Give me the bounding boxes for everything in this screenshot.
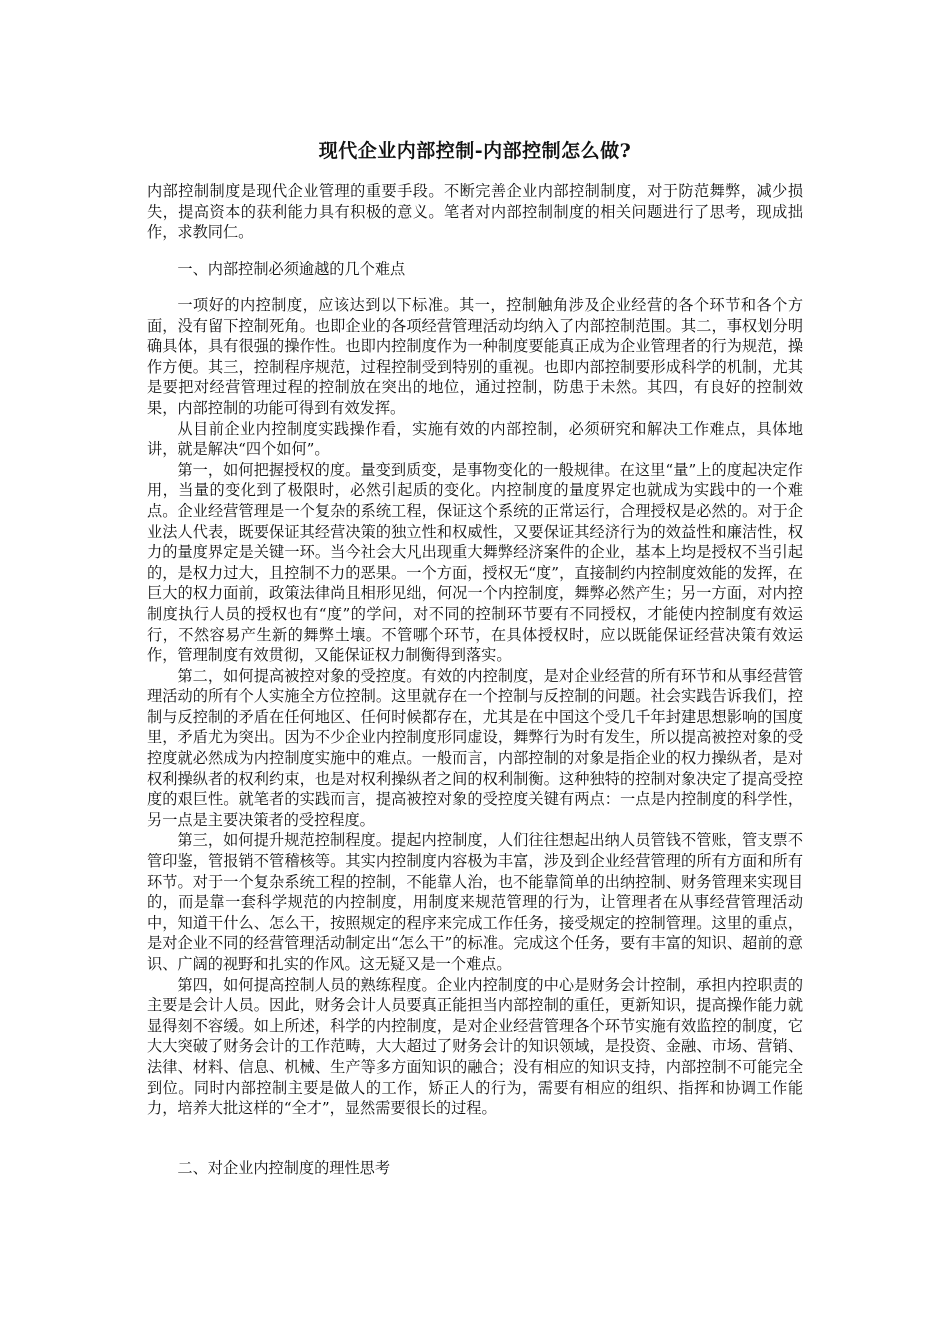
- document-title: 现代企业内部控制-内部控制怎么做?: [318, 140, 632, 162]
- section-2-heading: 二、对企业内控制度的理性思考: [177, 1159, 391, 1177]
- section-1-body: [147, 295, 803, 1119]
- paragraph-third: 第三，如何提升规范控制程度。提起内控制度，人们往往想起出纳人员管钱不管账，管支票不管印鉴，管报销不管稽核等。其实内控制度内容极为丰富，涉及到企业经营管理的所有方面和所有环节。对于一个复杂系统工程的控制，不能靠人治，也不能靠简单的出纳控制、财务管理来实现目的，而是靠一套科学规范的内控制度，用制度来规范管理的行为，让管理者在从事经营管理活动中，知道干什么、怎么干，按照规定的程序来完成工作任务，接受规定的控制管理。这里的重点，是对企业不同的经营管理活动制定出“怎么干”的标准。完成这个任务，要有丰富的知识、超前的意识、广阔的视野和扎实的作风。这无疑又是一个难点。: [147, 831, 803, 973]
- paragraph-standards: 一项好的内控制度，应该达到以下标准。其一，控制触角涉及企业经营的各个环节和各个方面，没有留下控制死角。也即企业的各项经营管理活动均纳入了内部控制范围。其二，事权划分明确具体，具有很强的操作性。也即内控制度作为一种制度要能真正成为企业管理者的行为规范，操作方便。其三，控制程序规范，过程控制受到特别的重视。也即内部控制要形成科学的机制，尤其是要把对经营管理过程的控制放在突出的地位，通过控制，防患于未然。其四，有良好的控制效果，内部控制的功能可得到有效发挥。: [147, 296, 803, 417]
- section-1-heading: 一、内部控制必须逾越的几个难点: [177, 260, 406, 278]
- intro-block: [147, 181, 803, 243]
- section-1-heading-block: [147, 259, 803, 280]
- paragraph-second: 第二，如何提高被控对象的受控度。有效的内控制度，是对企业经营的所有环节和从事经营管理活动的所有个人实施全方位控制。这里就存在一个控制与反控制的问题。社会实践告诉我们，控制与反控制的矛盾在任何地区、任何时候都存在，尤其是在中国这个受几千年封建思想影响的国度里，矛盾尤为突出。因为不少企业内控制度形同虚设，舞弊行为时有发生，所以提高被控对象的受控度就必然成为内控制度实施中的难点。一般而言，内部控制的对象是指企业的权力操纵者，是对权利操纵者的权利约束，也是对权利操纵者之间的权利制衡。这种独特的控制对象决定了提高受控度的艰巨性。就笔者的实践而言，提高被控对象的受控度关键有两点：一点是内控制度的科学性，另一点是主要决策者的受控程度。: [147, 666, 803, 829]
- section-2-heading-block: [147, 1158, 803, 1179]
- intro-paragraph: 内部控制制度是现代企业管理的重要手段。不断完善企业内部控制制度，对于防范舞弊，减少损失，提高资本的获利能力具有积极的意义。笔者对内部控制制度的相关问题进行了思考，现成拙作，求教同仁。: [147, 182, 803, 242]
- paragraph-fourth: 第四，如何提高控制人员的熟练程度。企业内控制度的中心是财务会计控制，承担内控职责的主要是会计人员。因此，财务会计人员要真正能担当内部控制的重任，更新知识，提高操作能力就显得刻不容缓。如上所述，科学的内控制度，是对企业经营管理各个环节实施有效监控的制度，它大大突破了财务会计的工作范畴，大大超过了财务会计的知识领域，是投资、金融、市场、营销、法律、材料、信息、机械、生产等多方面知识的融合；没有相应的知识支持，内部控制不可能完全到位。同时内部控制主要是做人的工作，矫正人的行为，需要有相应的组织、指挥和协调工作能力，培养大批这样的“全才”，显然需要很长的过程。: [147, 975, 803, 1118]
- paragraph-four-hows: 从目前企业内控制度实践操作看，实施有效的内部控制，必须研究和解决工作难点，具体地讲，就是解决“四个如何”。: [147, 419, 803, 459]
- paragraph-first: 第一，如何把握授权的度。量变到质变，是事物变化的一般规律。在这里“量”上的度起决定作用，当量的变化到了极限时，必然引起质的变化。内控制度的量度界定也就成为实践中的一个难点。企业经营管理是一个复杂的系统工程，保证这个系统的正常运行，合理授权是必然的。对于企业法人代表，既要保证其经营决策的独立性和权威性，又要保证其经济行为的效益性和廉洁性，权力的量度界定是关键一环。当今社会大凡出现重大舞弊经济案件的企业，基本上均是授权不当引起的，是权力过大，且控制不力的恶果。一个方面，授权无“度”，直接制约内控制度效能的发挥，在巨大的权力面前，政策法律尚且相形见绌，何况一个内控制度，舞弊必然产生；另一方面，对内控制度执行人员的授权也有“度”的学问，对不同的控制环节要有不同授权，才能使内控制度有效运行，不然容易产生新的舞弊土壤。不管哪个环节，在具体授权时，应以既能保证经营决策有效运作，管理制度有效贯彻，又能保证权力制衡得到落实。: [147, 460, 803, 665]
